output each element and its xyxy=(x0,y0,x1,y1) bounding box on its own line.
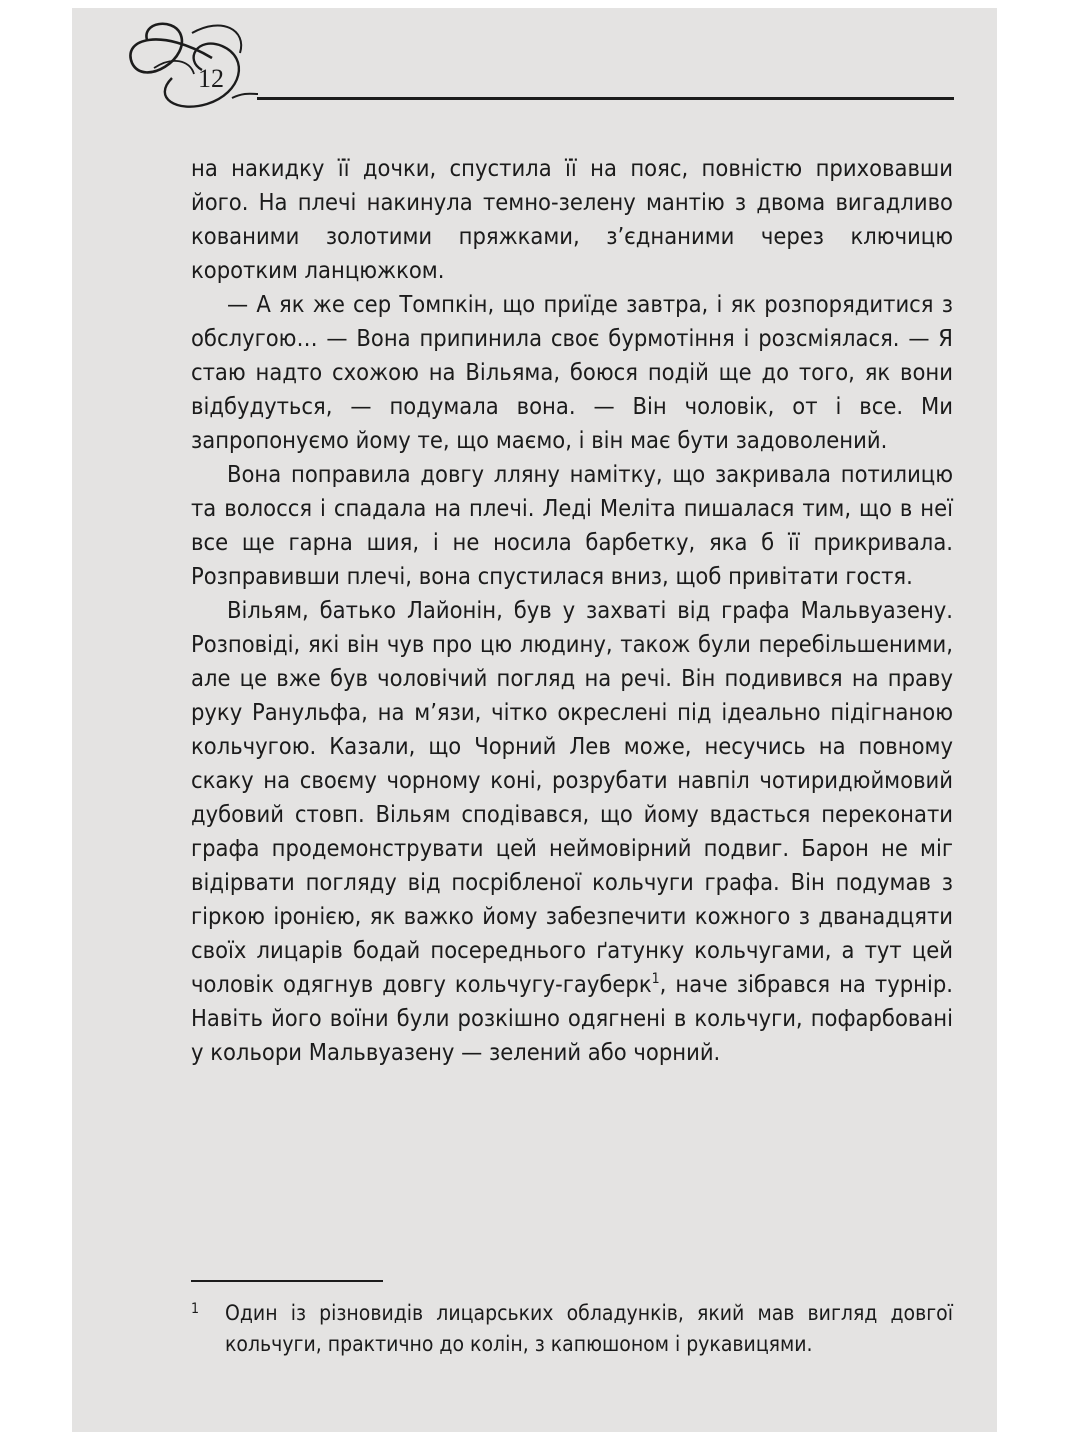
page-number: 12 xyxy=(198,64,224,93)
paragraph-2: — А як же сер Томпкін, що приїде завтра, і як розпорядитися з обслугою… — Вона припинила своє бурмотіння і розсміялася. — Я стаю надто схожою на Вільяма, боюся подій ще до того, як вони відбудуться, — подумала вона. — Він чоловік, от і все. Ми запропонуємо йому те, що маємо, і він має бути задоволений. xyxy=(191,290,953,454)
decorative-flourish-icon xyxy=(72,8,997,118)
footnote-mark: 1 xyxy=(191,1301,200,1317)
footnote xyxy=(191,1298,953,1360)
paragraph-1: на накидку її дочки, спустила її на пояс, повністю приховавши його. На плечі накинула темно-зелену мантію з двома вигадливо кованими золотими пряжками, з’єднаними через ключицю коротким ланцюжком. xyxy=(191,154,953,284)
book-page xyxy=(72,8,997,1432)
paragraph-4-part-2: , наче зібрався на турнір. Навіть його воїни були розкішно одягнені в кольчуги, пофарбовані у кольори Мальвуазену — зелений або чорний. xyxy=(191,970,953,1066)
footnote-reference: 1 xyxy=(651,971,660,988)
footnote-text: Один із різновидів лицарських обладунків, який мав вигляд довгої кольчуги, практично до колін, з капюшоном і рукавицями. xyxy=(225,1301,953,1356)
paragraph-3: Вона поправила довгу лляну намітку, що закривала потилицю та волосся і спадала на плечі. Леді Меліта пишалася тим, що в неї все ще гарна шия, і не носила барбетку, яка б її прикривала. Розправивши плечі, вона спустилася вниз, щоб привітати гостя. xyxy=(191,460,953,590)
header-rule xyxy=(257,97,954,100)
paragraph-4-part-1: Вільям, батько Лайонін, був у захваті від графа Мальвуазену. Розповіді, які він чув про цю людину, також були перебільшеними, але це вже був чоловічий погляд на речі. Він подивився на праву руку Ранульфа, на м’язи, чітко окреслені під ідеально підігнаною кольчугою. Казали, що Чорний Лев може, несучись на повному скаку на своєму чорному коні, розрубати навпіл чотиридюймовий дубовий стовп. Вільям сподівався, що йому вдасться переконати графа продемонструвати цей неймовірний подвиг. Барон не міг відірвати погляду від посрібленої кольчуги графа. Він подумав з гіркою іронією, як важко йому забезпечити кожного з дванадцяти своїх лицарів бодай посереднього ґатунку кольчугами, а тут цей чоловік одягнув довгу кольчугу-гауберк xyxy=(191,596,953,998)
footnote-rule xyxy=(191,1280,383,1282)
body-text xyxy=(191,151,953,1069)
paragraph-4 xyxy=(191,593,953,1069)
